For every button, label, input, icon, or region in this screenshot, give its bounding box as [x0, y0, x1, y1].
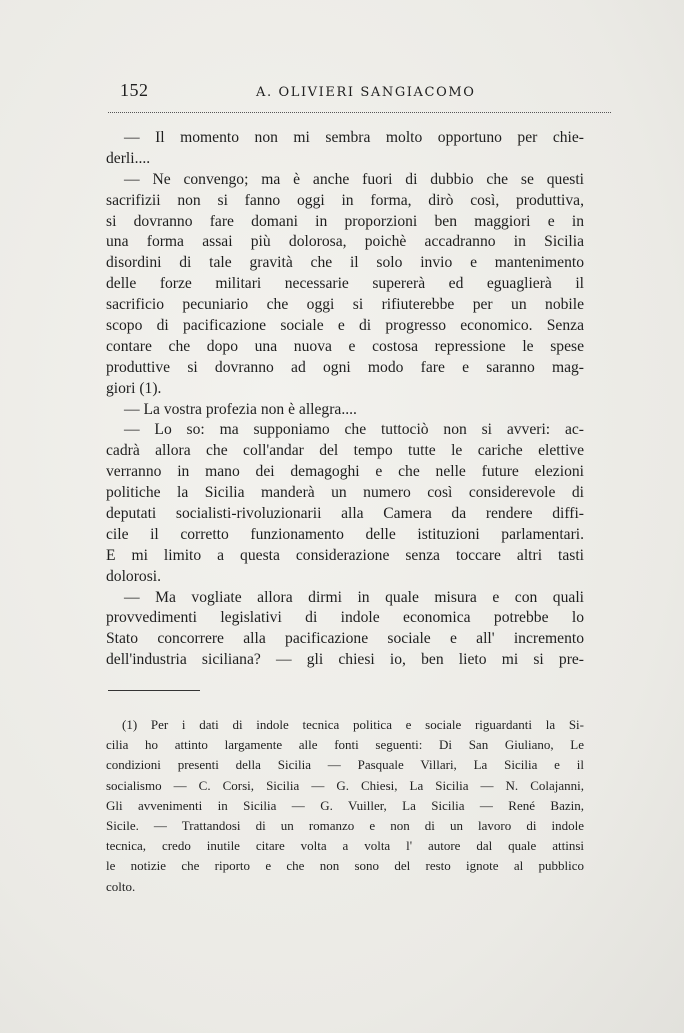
- footnote-rule: [108, 690, 200, 691]
- text-line: provvedimenti legislativi di indole economica potrebbe lo: [106, 609, 584, 627]
- text-line: — La vostra profezia non è allegra....: [124, 400, 357, 418]
- text-line: delle forze militari necessarie supererà ed eguaglierà il: [106, 275, 584, 293]
- text-line: contare che dopo una nuova e costosa repressione le spese: [106, 337, 584, 355]
- text-line: dell'industria siciliana? — gli chiesi io, ben lieto mi si pre-: [106, 651, 584, 669]
- text-line: politiche la Sicilia manderà un numero così considerevole di: [106, 484, 584, 502]
- footnote-line: le notizie che riporto e che non sono del resto ignote al pubblico: [106, 858, 584, 874]
- footnote: [106, 715, 584, 897]
- text-line: verranno in mano dei demagoghi e che nelle future elezioni: [106, 463, 584, 481]
- text-line: deputati socialisti-rivoluzionarii alla Camera da rendere diffi-: [106, 505, 584, 523]
- footnote-line: colto.: [106, 878, 136, 894]
- text-line: disordini di tale gravità che il solo invio e mantenimento: [106, 254, 584, 272]
- text-line: cadrà allora che coll'andar del tempo tutte le cariche elettive: [106, 442, 584, 460]
- footnote-line: cilia ho attinto largamente alle fonti seguenti: Di San Giuliano, Le: [106, 737, 584, 753]
- page-header: [108, 80, 612, 110]
- footnote-line: condizioni presenti della Sicilia — Pasquale Villari, La Sicilia e il: [106, 757, 584, 773]
- running-head: A. OLIVIERI SANGIACOMO: [256, 85, 476, 100]
- text-line: — Il momento non mi sembra molto opportuno per chie-: [124, 129, 584, 146]
- text-line: giori (1).: [106, 379, 162, 397]
- text-line: Stato concorrere alla pacificazione sociale e all' incremento: [106, 630, 584, 648]
- text-line: E mi limito a questa considerazione senza toccare altri tasti: [106, 546, 584, 564]
- page-number: 152: [120, 80, 149, 100]
- text-line: produttive si dovranno ad ogni modo fare e saranno mag-: [106, 358, 584, 376]
- text-line: si dovranno fare domani in proporzioni ben maggiori e in: [106, 212, 584, 230]
- footnote-line: Sicile. — Trattandosi di un romanzo e non di un lavoro di indole: [106, 817, 584, 833]
- text-line: — Ne convengo; ma è anche fuori di dubbio che se questi: [124, 170, 584, 188]
- text-line: dolorosi.: [106, 567, 162, 585]
- text-line: sacrificio pecuniario che oggi si rifiuterebbe per un nobile: [106, 296, 584, 314]
- text-line: una forma assai più dolorosa, poichè accadranno in Sicilia: [106, 233, 584, 251]
- footnote-line: Gli avvenimenti in Sicilia — G. Vuiller, La Sicilia — René Bazin,: [106, 797, 584, 813]
- body-text: [106, 128, 584, 671]
- header-rule: [108, 112, 611, 113]
- text-line: scopo di pacificazione sociale e di progresso economico. Senza: [106, 317, 584, 335]
- footnote-line: (1) Per i dati di indole tecnica politica e sociale riguardanti la Si-: [122, 717, 584, 732]
- text-line: — Ma vogliate allora dirmi in quale misura e con quali: [124, 588, 584, 606]
- footnote-line: tecnica, credo inutile citare volta a volta l' autore dal quale attinsi: [106, 838, 584, 854]
- footnote-line: socialismo — C. Corsi, Sicilia — G. Chiesi, La Sicilia — N. Colajanni,: [106, 777, 584, 793]
- text-line: cile il corretto funzionamento delle istituzioni parlamentari.: [106, 525, 584, 543]
- text-line: — Lo so: ma supponiamo che tuttociò non si avveri: ac-: [124, 421, 584, 439]
- text-line: sacrifizii non si fanno oggi in forma, dirò così, produttiva,: [106, 191, 584, 209]
- text-line: derli....: [106, 149, 151, 167]
